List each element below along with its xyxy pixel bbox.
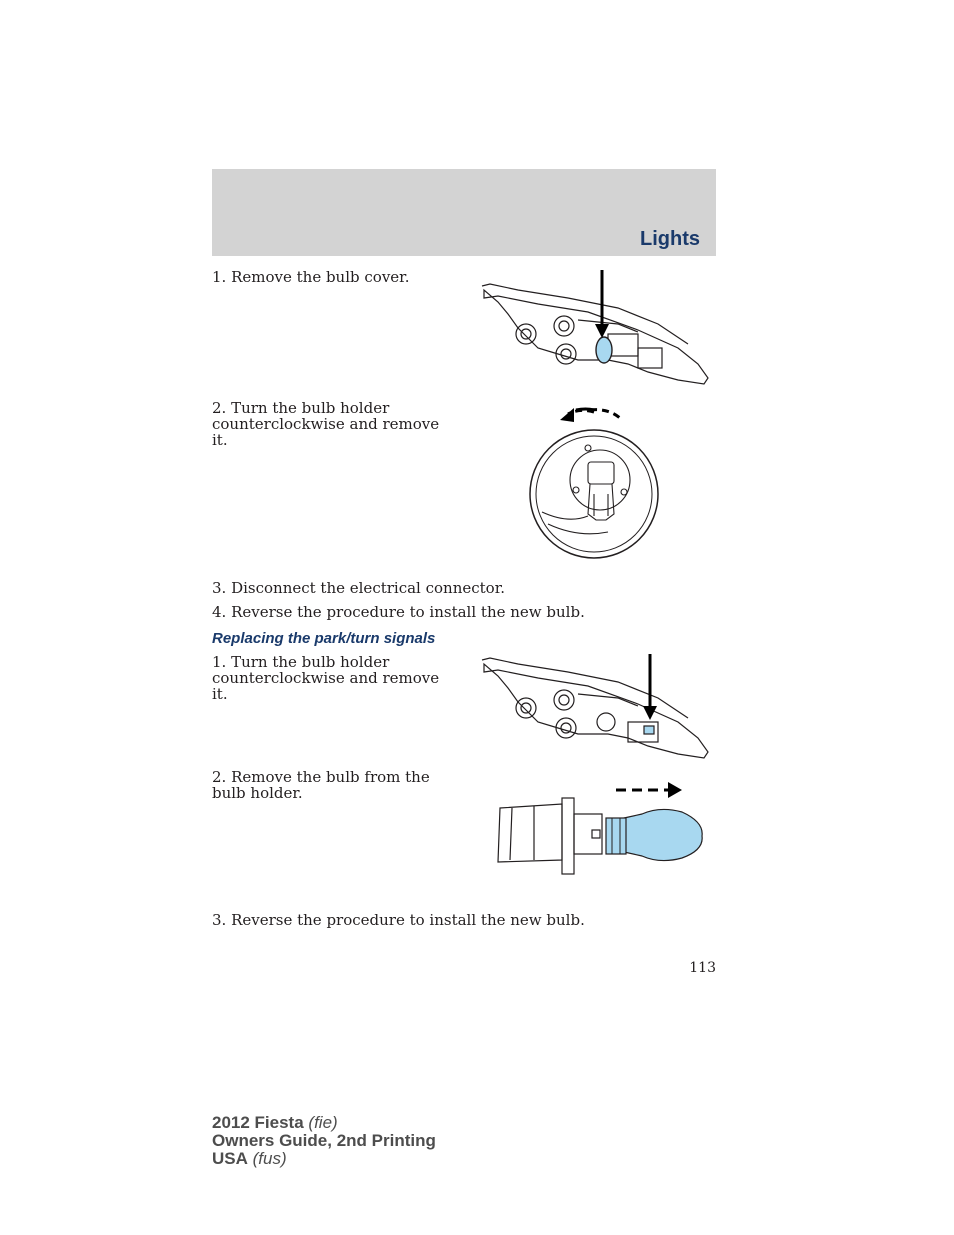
step-turn-holder: 2. Turn the bulb holder counterclockwise and remove it. xyxy=(212,399,440,449)
footer-market-code: (fus) xyxy=(252,1149,287,1168)
step-reverse: 4. Reverse the procedure to install the new bulb. xyxy=(212,603,585,621)
park-turn-heading: Replacing the park/turn signals xyxy=(212,630,436,647)
step-disconnect: 3. Disconnect the electrical connector. xyxy=(212,579,505,597)
headlamp-assembly-figure xyxy=(478,268,714,386)
footer-guide: Owners Guide, 2nd Printing xyxy=(212,1131,436,1150)
step-park-turn-holder: 1. Turn the bulb holder counterclockwise and remove it. xyxy=(212,653,440,703)
step-remove-cover: 1. Remove the bulb cover. xyxy=(212,268,410,286)
footer-model-code: (fie) xyxy=(308,1113,338,1132)
park-turn-assembly-figure xyxy=(478,652,714,770)
page-number: 113 xyxy=(689,960,716,976)
step-remove-bulb: 2. Remove the bulb from the bulb holder. xyxy=(212,768,430,802)
section-title: Lights xyxy=(640,228,700,250)
footer-publication-info xyxy=(212,1114,436,1168)
section-header-band xyxy=(212,169,716,256)
footer-market: USA xyxy=(212,1149,248,1168)
bulb-removal-figure xyxy=(492,778,708,878)
bulb-holder-rotation-figure xyxy=(528,404,664,562)
footer-model: 2012 Fiesta xyxy=(212,1113,304,1132)
step-park-turn-reverse: 3. Reverse the procedure to install the new bulb. xyxy=(212,911,585,929)
